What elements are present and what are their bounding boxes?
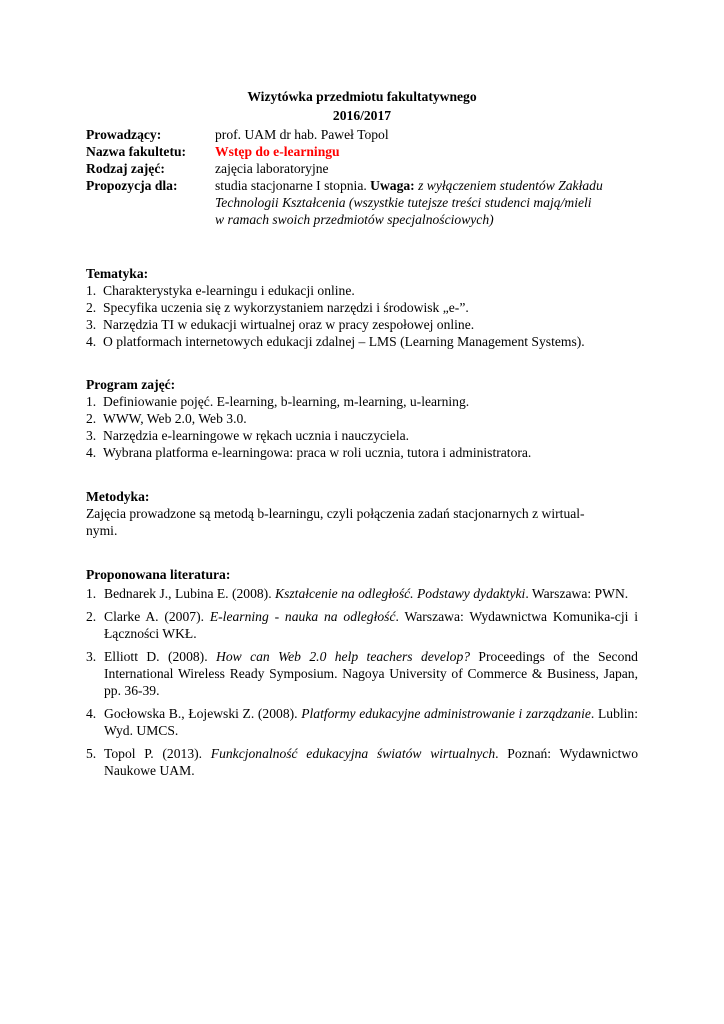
program-heading: Program zajęć: [86, 377, 176, 392]
reference-title: Platformy edukacyjne administrowanie i zarządzanie [301, 706, 591, 721]
rodzaj-label: Rodzaj zajęć: [86, 161, 165, 176]
info-row-propozycja [86, 177, 646, 228]
item-number: 1. [86, 394, 97, 409]
propozycja-label: Propozycja dla: [86, 178, 178, 193]
item-number: 4. [86, 706, 97, 721]
item-number: 3. [86, 317, 97, 332]
reference-title: Kształcenie na odległość. Podstawy dydaktyki [275, 586, 526, 601]
reference-author: Topol P. (2013). [104, 746, 211, 761]
item-text: Charakterystyka e-learningu i edukacji online. [103, 283, 355, 298]
reference-title: Funkcjonalność edukacyjna światów wirtualnych [210, 746, 496, 761]
reference-publisher: . Warszawa: PWN. [525, 586, 629, 601]
reference-publisher: Proceedings of the Second International Wireless Ready Symposium. Nagoya University of Commerce & Business, Japan, pp. 36-39. [104, 649, 638, 698]
metodyka-text [86, 505, 646, 539]
item-number: 4. [86, 445, 97, 460]
reference-author: Gocłowska B., Łojewski Z. (2008). [104, 706, 302, 721]
reference-publisher: . Poznań: Wydawnictwo Naukowe UAM. [104, 746, 638, 778]
literatura-section [86, 566, 638, 779]
program-section [86, 376, 646, 461]
item-number: 2. [86, 411, 97, 426]
metodyka-line-2: nymi. [86, 523, 118, 538]
item-text: WWW, Web 2.0, Web 3.0. [103, 411, 247, 426]
reference-author: Elliott D. (2008). [104, 649, 216, 664]
metodyka-section [86, 488, 646, 539]
reference-item [86, 608, 638, 642]
list-item [86, 316, 646, 333]
list-item [86, 427, 646, 444]
list-item [86, 444, 646, 461]
propozycja-note-label: Uwaga: [370, 178, 415, 193]
literatura-list [86, 585, 638, 779]
propozycja-plain: studia stacjonarne I stopnia. [215, 178, 371, 193]
item-number: 3. [86, 649, 97, 664]
reference-text [104, 608, 638, 642]
reference-publisher: . Warszawa: Wydawnictwa Komunika-cji i Łączności WKŁ. [104, 609, 638, 641]
list-item [86, 393, 646, 410]
tematyka-heading: Tematyka: [86, 266, 149, 281]
reference-author: Clarke A. (2007). [104, 609, 210, 624]
metodyka-heading: Metodyka: [86, 489, 150, 504]
literatura-heading: Proponowana literatura: [86, 567, 231, 582]
item-number: 2. [86, 300, 97, 315]
reference-title: How can Web 2.0 help teachers develop? [216, 649, 471, 664]
prowadzacy-label: Prowadzący: [86, 127, 162, 142]
propozycja-note-1: z wyłączeniem studentów Zakładu [414, 178, 603, 193]
reference-item [86, 745, 638, 779]
info-row-nazwa [86, 143, 646, 160]
list-item [86, 333, 646, 350]
nazwa-label: Nazwa fakultetu: [86, 144, 187, 159]
list-item [86, 299, 646, 316]
item-text: Narzędzia e-learningowe w rękach ucznia i nauczyciela. [103, 428, 410, 443]
item-number: 1. [86, 586, 97, 601]
academic-year: 2016/2017 [332, 108, 392, 123]
tematyka-list [86, 282, 646, 350]
item-text: Wybrana platforma e-learningowa: praca w roli ucznia, tutora i administratora. [103, 445, 532, 460]
reference-item [86, 705, 638, 739]
reference-text [104, 648, 638, 699]
reference-text [104, 705, 638, 739]
item-number: 1. [86, 283, 97, 298]
info-row-rodzaj [86, 160, 646, 177]
metodyka-line-1: Zajęcia prowadzone są metodą b-learningu, czyli połączenia zadań stacjonarnych z wirtual- [86, 506, 585, 521]
program-list [86, 393, 646, 461]
item-text: Narzędzia TI w edukacji wirtualnej oraz w pracy zespołowej online. [103, 317, 475, 332]
item-text: O platformach internetowych edukacji zdalnej – LMS (Learning Management Systems). [103, 334, 585, 349]
reference-item [86, 648, 638, 699]
propozycja-note-2: Technologii Kształcenia (wszystkie tutejsze treści studenci mają/mieli [215, 195, 592, 210]
item-number: 2. [86, 609, 97, 624]
item-number: 5. [86, 746, 97, 761]
info-row-prowadzacy [86, 126, 646, 143]
tematyka-section [86, 265, 646, 350]
propozycja-value [215, 177, 646, 228]
prowadzacy-value: prof. UAM dr hab. Paweł Topol [215, 127, 389, 142]
list-item [86, 410, 646, 427]
item-text: Specyfika uczenia się z wykorzystaniem narzędzi i środowisk „e-”. [103, 300, 469, 315]
reference-text [104, 585, 638, 602]
reference-publisher: . Lublin: Wyd. UMCS. [104, 706, 638, 738]
reference-author: Bednarek J., Lubina E. (2008). [104, 586, 276, 601]
reference-item [86, 585, 638, 602]
course-info [86, 126, 646, 228]
item-number: 3. [86, 428, 97, 443]
course-name: Wstęp do e-learningu [215, 144, 340, 159]
list-item [86, 282, 646, 299]
propozycja-note-3: w ramach swoich przedmiotów specjalnościowych) [215, 212, 494, 227]
rodzaj-value: zajęcia laboratoryjne [215, 161, 329, 176]
reference-text [104, 745, 638, 779]
item-text: Definiowanie pojęć. E-learning, b-learning, m-learning, u-learning. [103, 394, 470, 409]
document-title: Wizytówka przedmiotu fakultatywnego [247, 89, 477, 104]
reference-title: E-learning - nauka na odległość [209, 609, 396, 624]
item-number: 4. [86, 334, 97, 349]
